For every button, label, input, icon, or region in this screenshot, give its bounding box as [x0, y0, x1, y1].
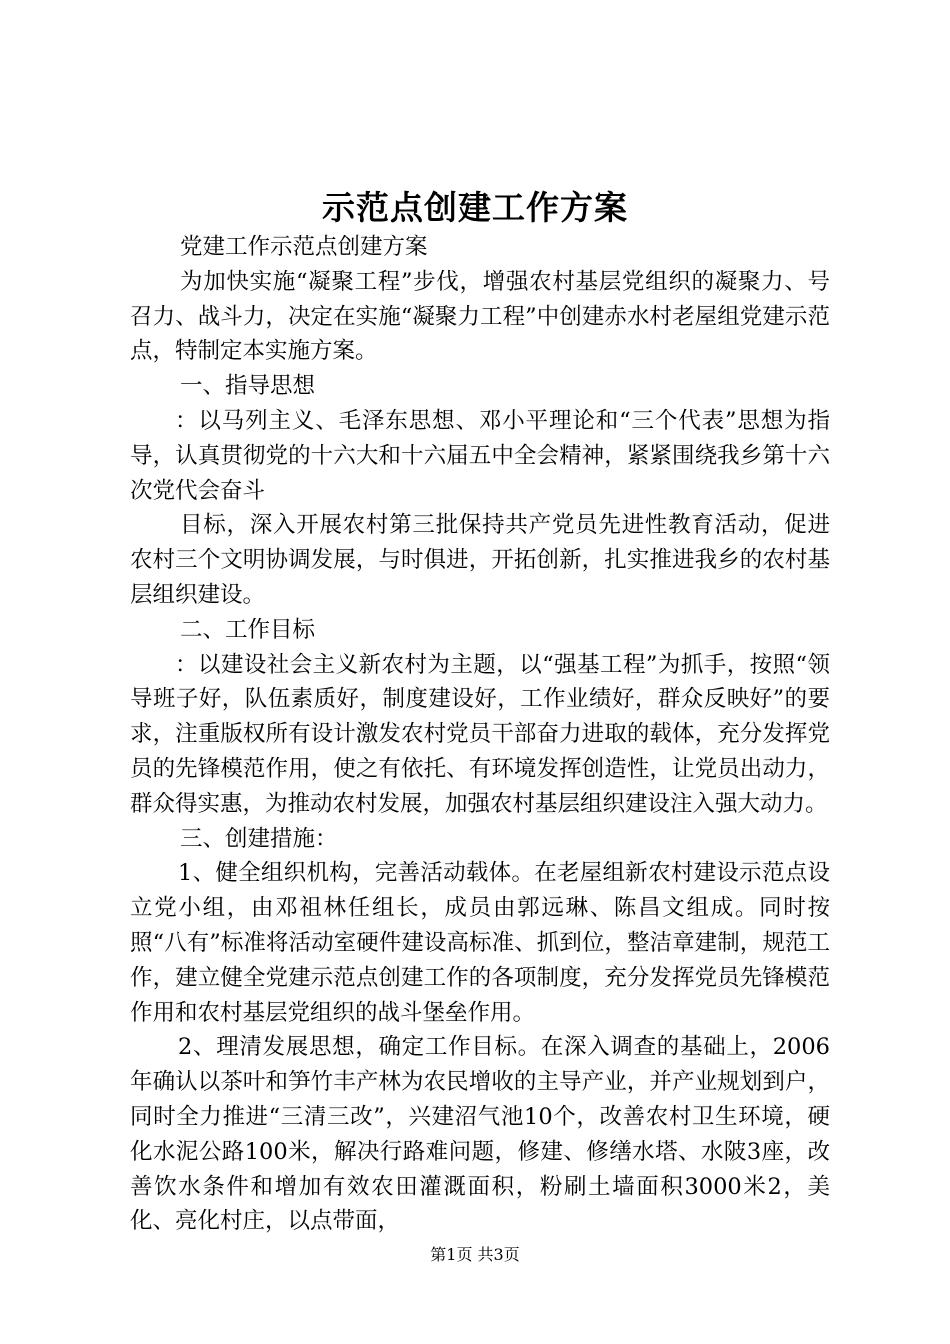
document-title: 示范点创建工作方案: [322, 188, 628, 227]
section-heading-2: 二、工作目标: [180, 616, 316, 643]
goal-paragraph: 目标，深入开展农村第三批保持共产党员先进性教育活动，促进农村三个文明协调发展，与时俱进，开拓创新，扎实推进我乡的农村基层组织建设。: [130, 512, 830, 608]
measure-1-paragraph: 1、健全组织机构，完善活动载体。在老屋组新农村建设示范点设立党小组，由邓祖林任组长，成员由郭远琳、陈昌文组成。同时按照“八有”标准将活动室硬件建设高标准、抓到位，整洁章建制，规范工作，建立健全党建示范点创建工作的各项制度，充分发挥党员先锋模范作用和农村基层党组织的战斗堡垒作用。: [130, 860, 830, 1026]
subtitle-paragraph: 党建工作示范点创建方案: [180, 234, 428, 260]
measure-2-paragraph: 2、理清发展思想，确定工作目标。在深入调查的基础上，2006年确认以茶叶和笋竹丰产林为农民增收的主导产业，并产业规划到户，同时全力推进“三清三改”，兴建沼气池10个，改善农村卫生环境，硬化水泥公路100米，解决行路难问题，修建、修缮水塔、水陂3座，改善饮水条件和增加有效农田灌溉面积，粉刷土墙面积3000米2，美化、亮化村庄，以点带面，: [130, 1034, 830, 1235]
work-goal-paragraph: ：以建设社会主义新农村为主题，以“强基工程”为抓手，按照“领导班子好，队伍素质好，制度建设好，工作业绩好，群众反映好”的要求，注重版权所有设计激发农村党员干部奋力进取的载体，充分发挥党员的先锋模范作用，使之有依托、有环境发挥创造性，让党员出动力，群众得实惠，为推动农村发展，加强农村基层组织建设注入强大动力。: [130, 651, 830, 817]
section-heading-3: 三、创建措施：: [180, 825, 338, 852]
guiding-thought-paragraph: ：以马列主义、毛泽东思想、邓小平理论和“三个代表”思想为指导，认真贯彻党的十六大和十六届五中全会精神，紧紧围绕我乡第十六次党代会奋斗: [130, 407, 830, 504]
intro-paragraph: 为加快实施“凝聚工程”步伐，增强农村基层党组织的凝聚力、号召力、战斗力，决定在实施“凝聚力工程”中创建赤水村老屋组党建示范点，特制定本实施方案。: [130, 268, 830, 365]
page-number-footer: 第1页 共3页: [430, 1245, 520, 1264]
document-body: [130, 230, 830, 1239]
section-heading-1: 一、指导思想: [180, 373, 316, 400]
